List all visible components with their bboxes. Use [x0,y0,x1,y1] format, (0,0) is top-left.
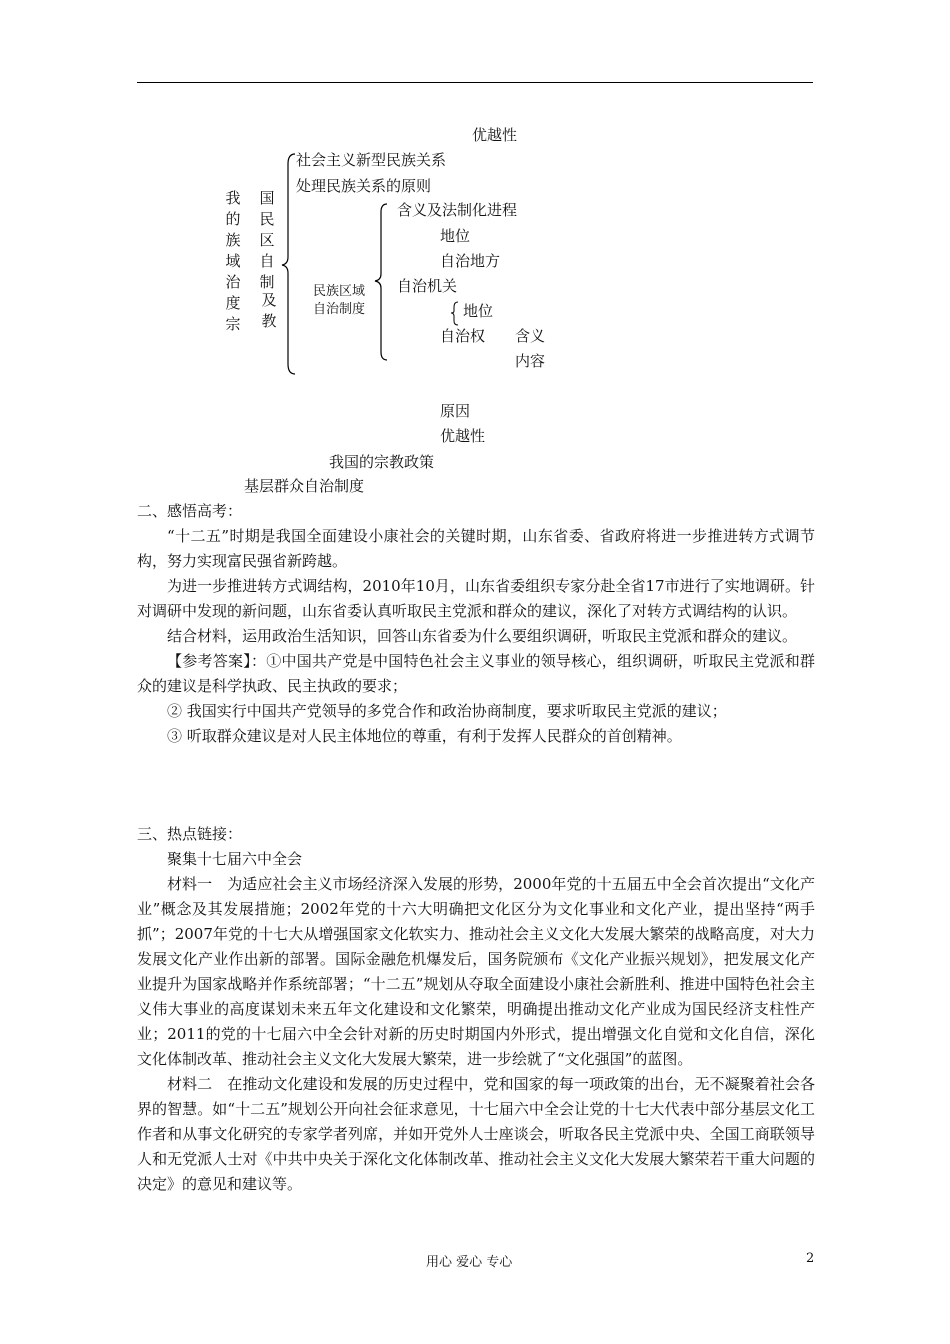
item-reason: 原因 [440,402,471,420]
section2-paragraph-2: 为进一步推进转方式调结构，2010年10月，山东省委组织专家分赴全省17市进行了实地调研。针对调研中发现的新问题，山东省委认真听取民主党派和群众的建议，深化了对转方式调结构的认识。 [137,577,815,620]
sub-brace-icon [372,202,392,362]
item-meaning: 含义 [515,327,546,345]
section3-subheading: 聚集十七届六中全会 [167,850,303,868]
item-grassroots-autonomy: 基层群众自治制度 [244,477,365,495]
answer-point-2: ② 我国实行中国共产党领导的多党合作和政治协商制度，要求听取民主党派的建议； [167,702,727,720]
item-relations-principles: 处理民族关系的原则 [296,177,432,195]
item-autonomous-organs: 自治机关 [397,277,458,295]
item-status: 地位 [440,227,471,245]
item-religious-policy: 我国的宗教政策 [329,453,435,471]
section2-paragraph-3: 结合材料，运用政治生活知识，回答山东省委为什么要组织调研，听取民主党派和群众的建议。 [167,627,798,645]
center-label-system: 自治制度 [313,302,366,317]
answer-point-3: ③ 听取群众建议是对人民主体地位的尊重，有利于发挥人民群众的首创精神。 [167,727,682,745]
footer-motto: 用心 爱心 专心 [426,1255,513,1270]
item-autonomous-places: 自治地方 [440,252,501,270]
item-new-ethnic-relations: 社会主义新型民族关系 [296,151,447,169]
vertical-label-1: 我的族域治度宗 [225,189,241,333]
answer-point-1: 【参考答案】：①中国共产党是中国特色社会主义事业的领导核心，组织调研，听取民主党派和群众的建议是科学执政、民主执政的要求； [137,652,815,695]
section2-heading: 二、感悟高考： [137,502,243,520]
section2-paragraph-1: “十二五”时期是我国全面建设小康社会的关键时期，山东省委、省政府将进一步推进转方式调节构，努力实现富民强省新跨越。 [137,527,815,570]
item-autonomy-rights: 自治权 [440,327,486,345]
section-gaokao [137,499,815,749]
item-content: 内容 [515,352,546,370]
vertical-label-2b: 及教 [261,291,277,330]
section-hot-topics [137,822,815,1197]
item-superiority: 优越性 [440,427,486,445]
vertical-label-2a: 国民区自制 [259,189,275,291]
center-label-regional: 民族区域 [313,284,366,299]
diagram-top-superiority: 优越性 [472,126,518,144]
item-status-2: 地位 [463,302,494,320]
header-rule [137,82,813,83]
material-one: 材料一 为适应社会主义市场经济深入发展的形势，2000年党的十五届五中全会首次提出“文化产业”概念及其发展措施；2002年党的十六大明确把文化区分为文化事业和文化产业，提出坚持“两手抓”；2007年党的十七大从增强国家文化软实力、推动社会主义文化大发展大繁荣的战略高度，对大力发展文化产业作出新的部署。国际金融危机爆发后，国务院颁布《文化产业振兴规划》，把发展文化产业提升为国家战略并作系统部署；“十二五”规划从夺取全面建设小康社会新胜利、推进中国特色社会主义伟大事业的高度谋划未来五年文化建设和文化繁荣，明确提出推动文化产业成为国民经济支柱性产业；2011的党的十七届六中全会针对新的历史时期国内外形式，提出增强文化自觉和文化自信，深化文化体制改革、推动社会主义文化大发展大繁荣，进一步绘就了“文化强国”的蓝图。 [137,875,815,1068]
section3-heading: 三、热点链接： [137,825,243,843]
page-number: 2 [806,1251,815,1266]
small-brace-icon [448,300,460,326]
item-meaning-legal: 含义及法制化进程 [397,201,518,219]
material-two: 材料二 在推动文化建设和发展的历史过程中，党和国家的每一项政策的出台，无不凝聚着社会各界的智慧。如“十二五”规划公开向社会征求意见，十七届六中全会让党的十七大代表中部分基层文化工作者和从事文化研究的专家学者列席，并如开党外人士座谈会，听取各民主党派中央、全国工商联领导人和无党派人士对《中共中央关于深化文化体制改革、推动社会主义文化大发展大繁荣若干重大问题的决定》的意见和建议等。 [137,1075,815,1193]
